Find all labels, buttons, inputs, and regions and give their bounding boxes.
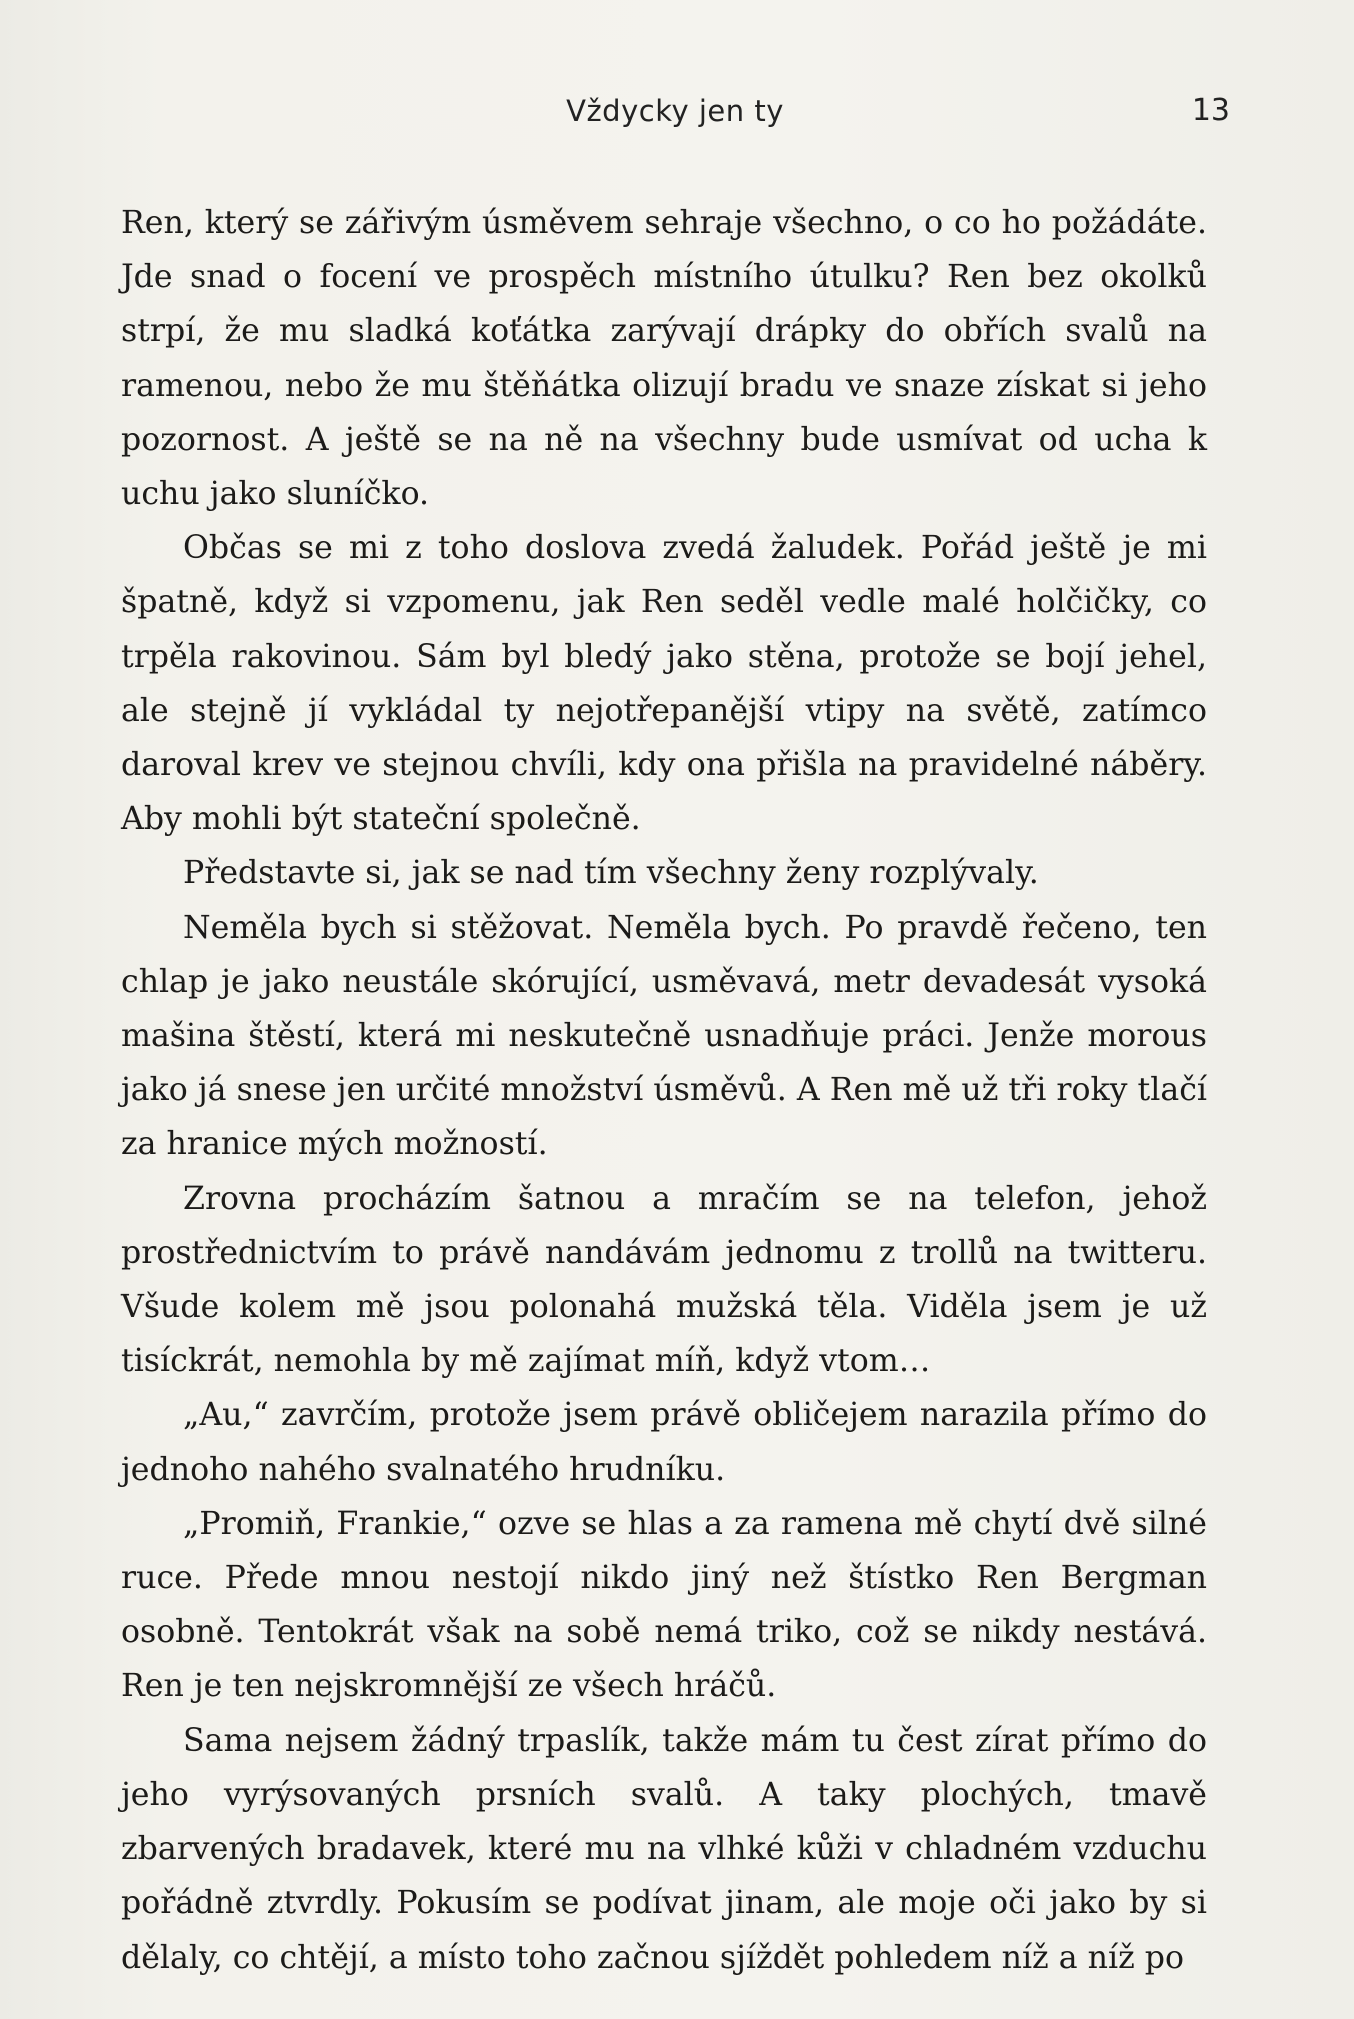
paragraph-2: Občas se mi z toho doslova zvedá žaludek. Pořád ještě je mi špatně, když si vzpomenu, jak Ren seděl vedle malé holčičky, co trpěla rakovinou. Sám byl bledý jako stěna, protože se bojí jehel, ale stejně jí vykládal ty nejotřepanější vtipy na světě, zatímco daroval krev ve stejnou chvíli, kdy ona přišla na pravidelné náběry. Aby mohli být stateční společně.: [121, 530, 1207, 838]
running-head: [120, 88, 1230, 134]
paragraph-5: Zrovna procházím šatnou a mračím se na telefon, jehož prostřednictvím to právě nandávám jednomu z trollů na twitteru. Všude kolem mě jsou polonahá mužská těla. Viděla jsem je už tisíckrát, nemohla by mě zajímat míň, když vtom…: [121, 1180, 1207, 1380]
paragraph-7: „Promiň, Frankie,“ ozve se hlas a za ramena mě chytí dvě silné ruce. Přede mnou nestojí nikdo jiný než štístko Ren Bergman osobně. Tentokrát však na sobě nemá triko, což se nikdy nestává. Ren je ten nejskromnější ze všech hráčů.: [121, 1505, 1207, 1705]
page-number: 13: [1191, 93, 1230, 128]
paragraph-6: „Au,“ zavrčím, protože jsem právě obličejem narazila přímo do jednoho nahého svalnatého hrudníku.: [121, 1397, 1207, 1488]
body-text: [121, 196, 1207, 1985]
paragraph-3: Představte si, jak se nad tím všechny ženy rozplývaly.: [183, 855, 1039, 892]
paragraph-1: Ren, který se zářivým úsměvem sehraje všechno, o co ho požádáte. Jde snad o focení ve prospěch místního útulku? Ren bez okolků strpí, že mu sladká koťátka zarývají drápky do obřích svalů na ramenou, nebo že mu štěňátka olizují bradu ve snaze získat si jeho pozornost. A ještě se na ně na všechny bude usmívat od ucha k uchu jako sluníčko.: [121, 205, 1207, 513]
running-title: Vždycky jen ty: [566, 94, 784, 128]
paragraph-8: Sama nejsem žádný trpaslík, takže mám tu čest zírat přímo do jeho vyrýsovaných prsních svalů. A taky plochých, tmavě zbarvených bradavek, které mu na vlhké kůži v chladném vzduchu pořádně ztvrdly. Pokusím se podívat jinam, ale moje oči jako by si dělaly, co chtějí, a místo toho začnou sjíždět pohledem níž a níž po: [121, 1722, 1207, 1976]
paragraph-4: Neměla bych si stěžovat. Neměla bych. Po pravdě řečeno, ten chlap je jako neustále skórující, usměvavá, metr devadesát vysoká mašina štěstí, která mi neskutečně usnadňuje práci. Jenže morous jako já snese jen určité množství úsměvů. A Ren mě už tři roky tlačí za hranice mých možností.: [121, 909, 1207, 1163]
